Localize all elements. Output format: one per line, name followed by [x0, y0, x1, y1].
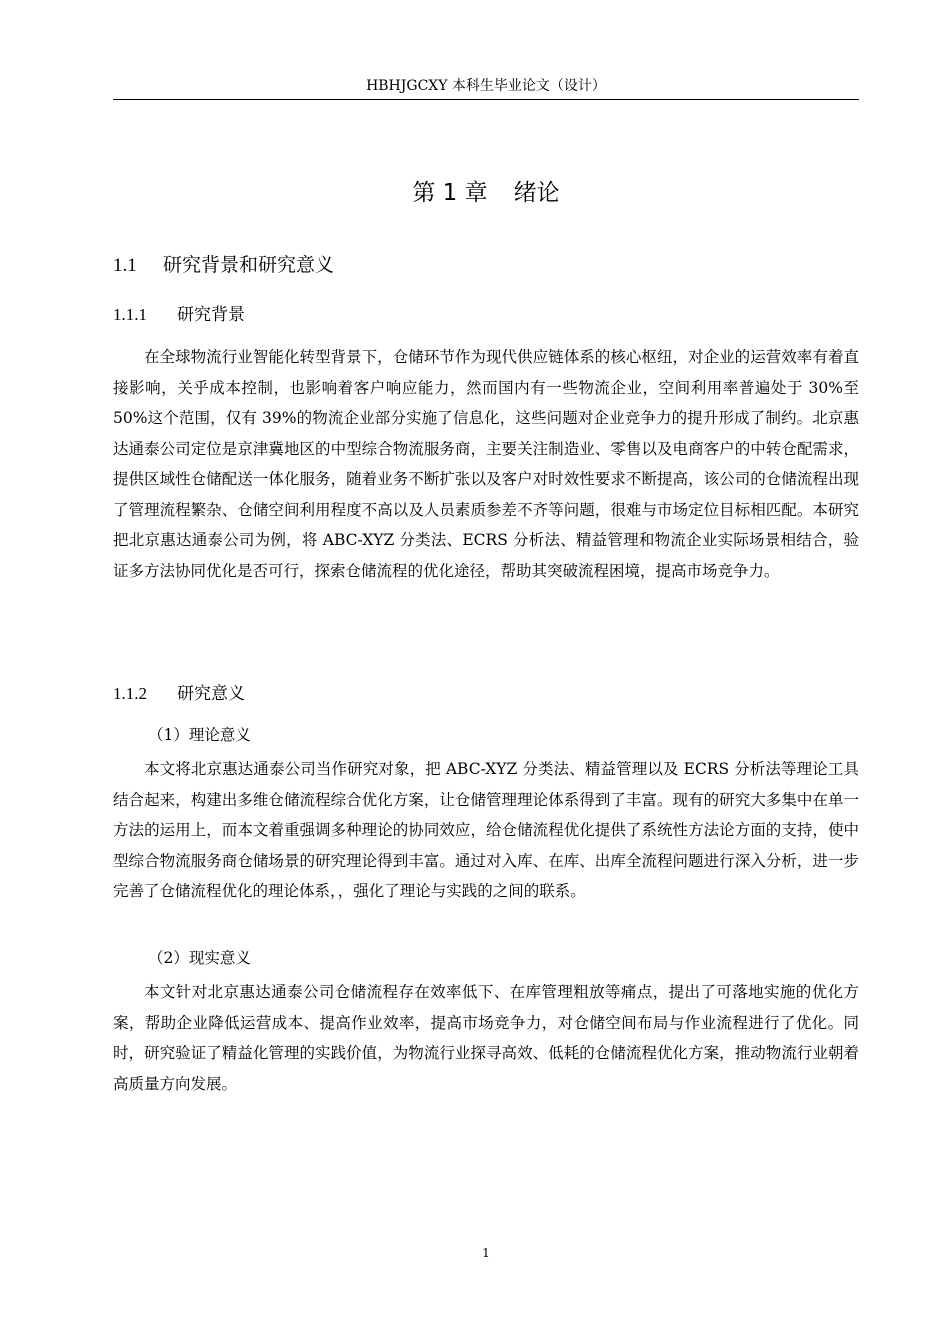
paragraph-background: 在全球物流行业智能化转型背景下，仓储环节作为现代供应链体系的核心枢纽，对企业的运营效率有着直接影响，关乎成本控制，也影响着客户响应能力，然而国内有一些物流企业，空间利用率普遍处于 30%至 50%这个范围，仅有 39%的物流企业部分实施了信息化，这些问题对企业竞争力的提升形成了制约。北京惠达通泰公司定位是京津冀地区的中型综合物流服务商，主要关注制造业、零售以及电商客户的中转仓配需求，提供区域性仓储配送一体化服务，随着业务不断扩张以及客户对时效性要求不断提高，该公司的仓储流程出现了管理流程繁杂、仓储空间利用程度不高以及人员素质参差不齐等问题，很难与市场定位目标相匹配。本研究把北京惠达通泰公司为例，将 ABC-XYZ 分类法、ECRS 分析法、精益管理和物流企业实际场景相结合，验证多方法协同优化是否可行，探索仓储流程的优化途径，帮助其突破流程困境，提高市场竞争力。 [113, 348, 859, 580]
section-heading-1-1 [113, 250, 334, 281]
section-number: 1.1 [113, 255, 137, 276]
chapter-name: 绪论 [513, 180, 560, 206]
section-title: 研究背景 [177, 305, 245, 325]
section-heading-1-1-2 [113, 680, 245, 708]
section-number: 1.1.1 [113, 305, 147, 324]
subheading-theory: （1）理论意义 [148, 726, 251, 744]
section-number: 1.1.2 [113, 684, 147, 703]
section-heading-1-1-1 [113, 301, 245, 329]
running-header: HBHJGCXY 本科生毕业论文（设计） [366, 78, 606, 94]
chapter-title [113, 176, 859, 210]
subheading-practice: （2）现实意义 [148, 949, 251, 967]
page-number: 1 [482, 1246, 490, 1260]
chapter-number: 第 1 章 [412, 180, 488, 206]
header-rule [113, 99, 859, 100]
section-title: 研究意义 [177, 684, 245, 704]
paragraph-practice: 本文针对北京惠达通泰公司仓储流程存在效率低下、在库管理粗放等痛点，提出了可落地实施的优化方案，帮助企业降低运营成本、提高作业效率，提高市场竞争力，对仓储空间布局与作业流程进行了优化。同时，研究验证了精益化管理的实践价值，为物流行业探寻高效、低耗的仓储流程优化方案，推动物流行业朝着高质量方向发展。 [113, 983, 859, 1093]
section-title: 研究背景和研究意义 [163, 254, 335, 276]
paragraph-theory: 本文将北京惠达通泰公司当作研究对象，把 ABC-XYZ 分类法、精益管理以及 ECRS 分析法等理论工具结合起来，构建出多维仓储流程综合优化方案，让仓储管理理论体系得到了丰富。现有的研究大多集中在单一方法的运用上，而本文着重强调多种理论的协同效应，给仓储流程优化提供了系统性方法论方面的支持，使中型综合物流服务商仓储场景的研究理论得到丰富。通过对入库、在库、出库全流程问题进行深入分析，进一步完善了仓储流程优化的理论体系，，强化了理论与实践的之间的联系。 [113, 760, 859, 900]
